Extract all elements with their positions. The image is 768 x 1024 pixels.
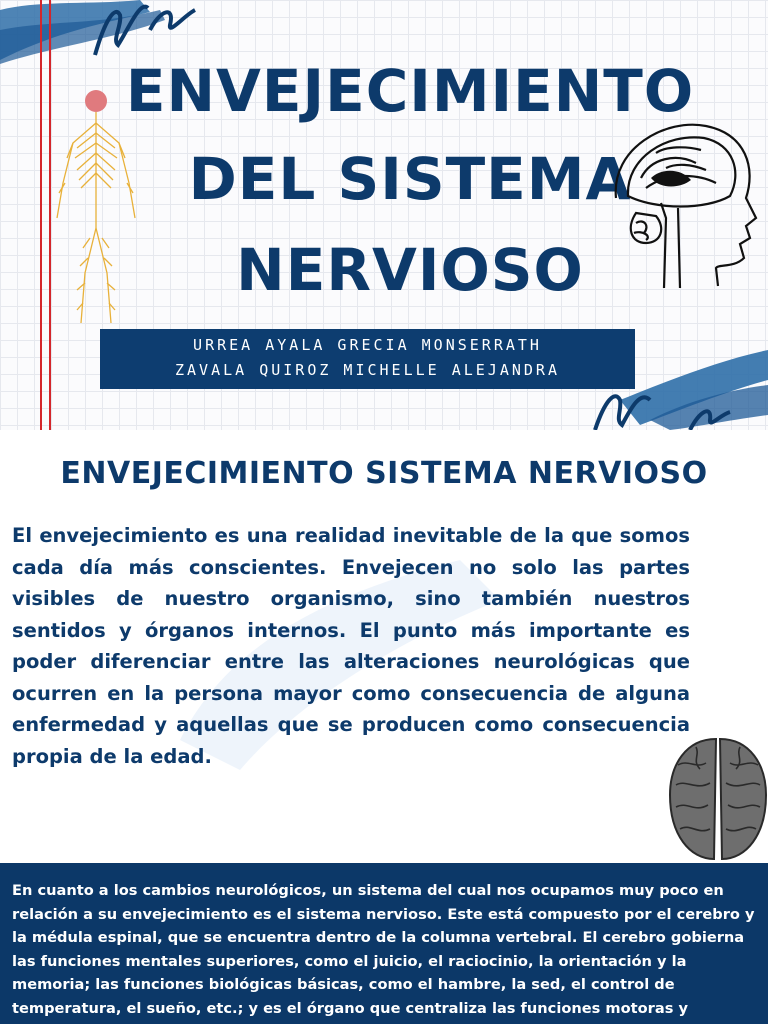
red-rule-right	[49, 0, 51, 430]
cover-section	[0, 0, 768, 430]
footer-body: En cuanto a los cambios neurológicos, un sistema del cual nos ocupamos muy poco en relación a su envejecimiento es el sistema nervioso. Este está compuesto por el cerebro y la médula espinal, que se encuentra dentro de la columna vertebral. El cerebro gobierna las funciones mentales superiores, como el juicio, el raciocinio, la orientación y la memoria; las funciones biológicas básicas, como el hambre, la sed, el control de temperatura, el sueño, etc.; y es el órgano que centraliza las funciones motoras y	[12, 882, 755, 1017]
author-1: URREA AYALA GRECIA MONSERRATH	[193, 336, 542, 354]
section-body: El envejecimiento es una realidad inevitable de la que somos cada día más conscientes. Envejecen no solo las partes visibles de nuestro organismo, sino también nuestros sentidos y órganos internos. El punto más importante es poder diferenciar entre las alteraciones neurológicas que ocurren en la persona mayor como consecuencia de alguna enfermedad y aquellas que se producen como consecuencia propia de la edad.	[12, 524, 690, 768]
cover-title-line-3: NERVIOSO	[236, 236, 584, 304]
brain-sagittal-sketch	[606, 118, 768, 288]
cover-title-line-1: ENVEJECIMIENTO	[125, 57, 695, 125]
cover-title-line-2: DEL SISTEMA	[188, 145, 632, 213]
section-title: ENVEJECIMIENTO SISTEMA NERVIOSO	[60, 456, 708, 491]
content-section	[0, 430, 768, 863]
red-rule-left	[40, 0, 42, 430]
brain-top-view	[666, 735, 768, 863]
authors-box	[100, 329, 635, 389]
blue-brush-bottom-right	[560, 340, 768, 430]
author-2: ZAVALA QUIROZ MICHELLE ALEJANDRA	[175, 361, 560, 379]
footer-section	[0, 863, 768, 1024]
